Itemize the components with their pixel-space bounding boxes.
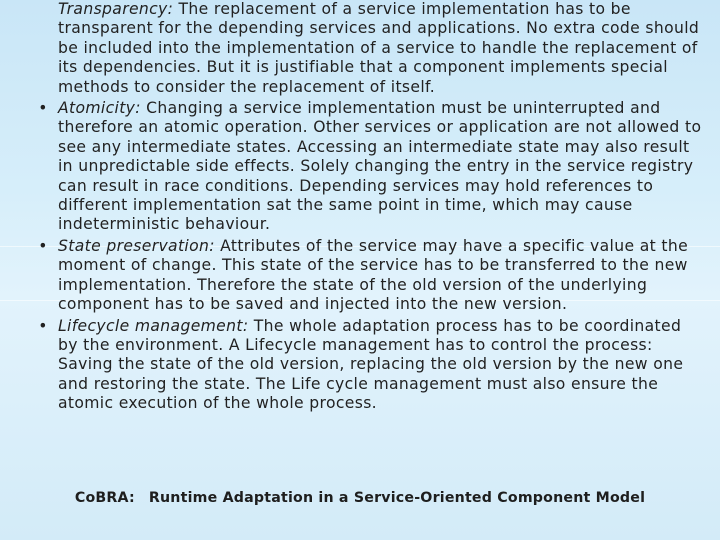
list-item-atomicity (32, 99, 704, 235)
list-item-state-preservation (32, 237, 704, 315)
bullet-marker: • (38, 99, 48, 118)
item-term: State preservation: (58, 236, 215, 255)
bullet-list (32, 0, 704, 416)
item-term: Transparency: (58, 0, 174, 18)
slide-footer (0, 490, 720, 506)
item-text: Attributes of the service may have a specific value at the moment of change. This state of the service has to be transferred to the new implementation. Therefore the state of the old version of the underlying component has to be saved and injected into the new version. (58, 236, 689, 314)
item-text: Changing a service implementation must be uninterrupted and therefore an atomic operation. Other services or application are not allowed to see any intermediate states. Accessing an intermediate state may also result in unpredictable side effects. Solely changing the entry in the service registry can result in race conditions. Depending services may hold references to different implementation sat the same point in time, which may cause indeterministic behaviour. (58, 99, 702, 234)
list-item-lifecycle-management (32, 317, 704, 414)
footer-project-name: CoBRA: (74, 490, 135, 506)
footer-title: Runtime Adaptation in a Service-Oriented Component Model (148, 490, 646, 506)
bullet-marker: • (38, 316, 48, 335)
item-term: Lifecycle management: (58, 316, 249, 335)
list-item-transparency (32, 0, 704, 97)
bullet-marker: • (38, 236, 48, 255)
item-term: Atomicity: (58, 99, 141, 118)
item-text: The whole adaptation process has to be coordinated by the environment. A Lifecycle management has to control the process: Saving the state of the old version, replacing the old version by the new one and restoring the state. The Life cycle management must also ensure the atomic execution of the whole process. (58, 316, 684, 413)
item-text: The replacement of a service implementation has to be transparent for the depending services and applications. No extra code should be included into the implementation of a service to handle the replacement of its dependencies. But it is justifiable that a component implements special methods to consider the replacement of itself. (58, 0, 700, 96)
